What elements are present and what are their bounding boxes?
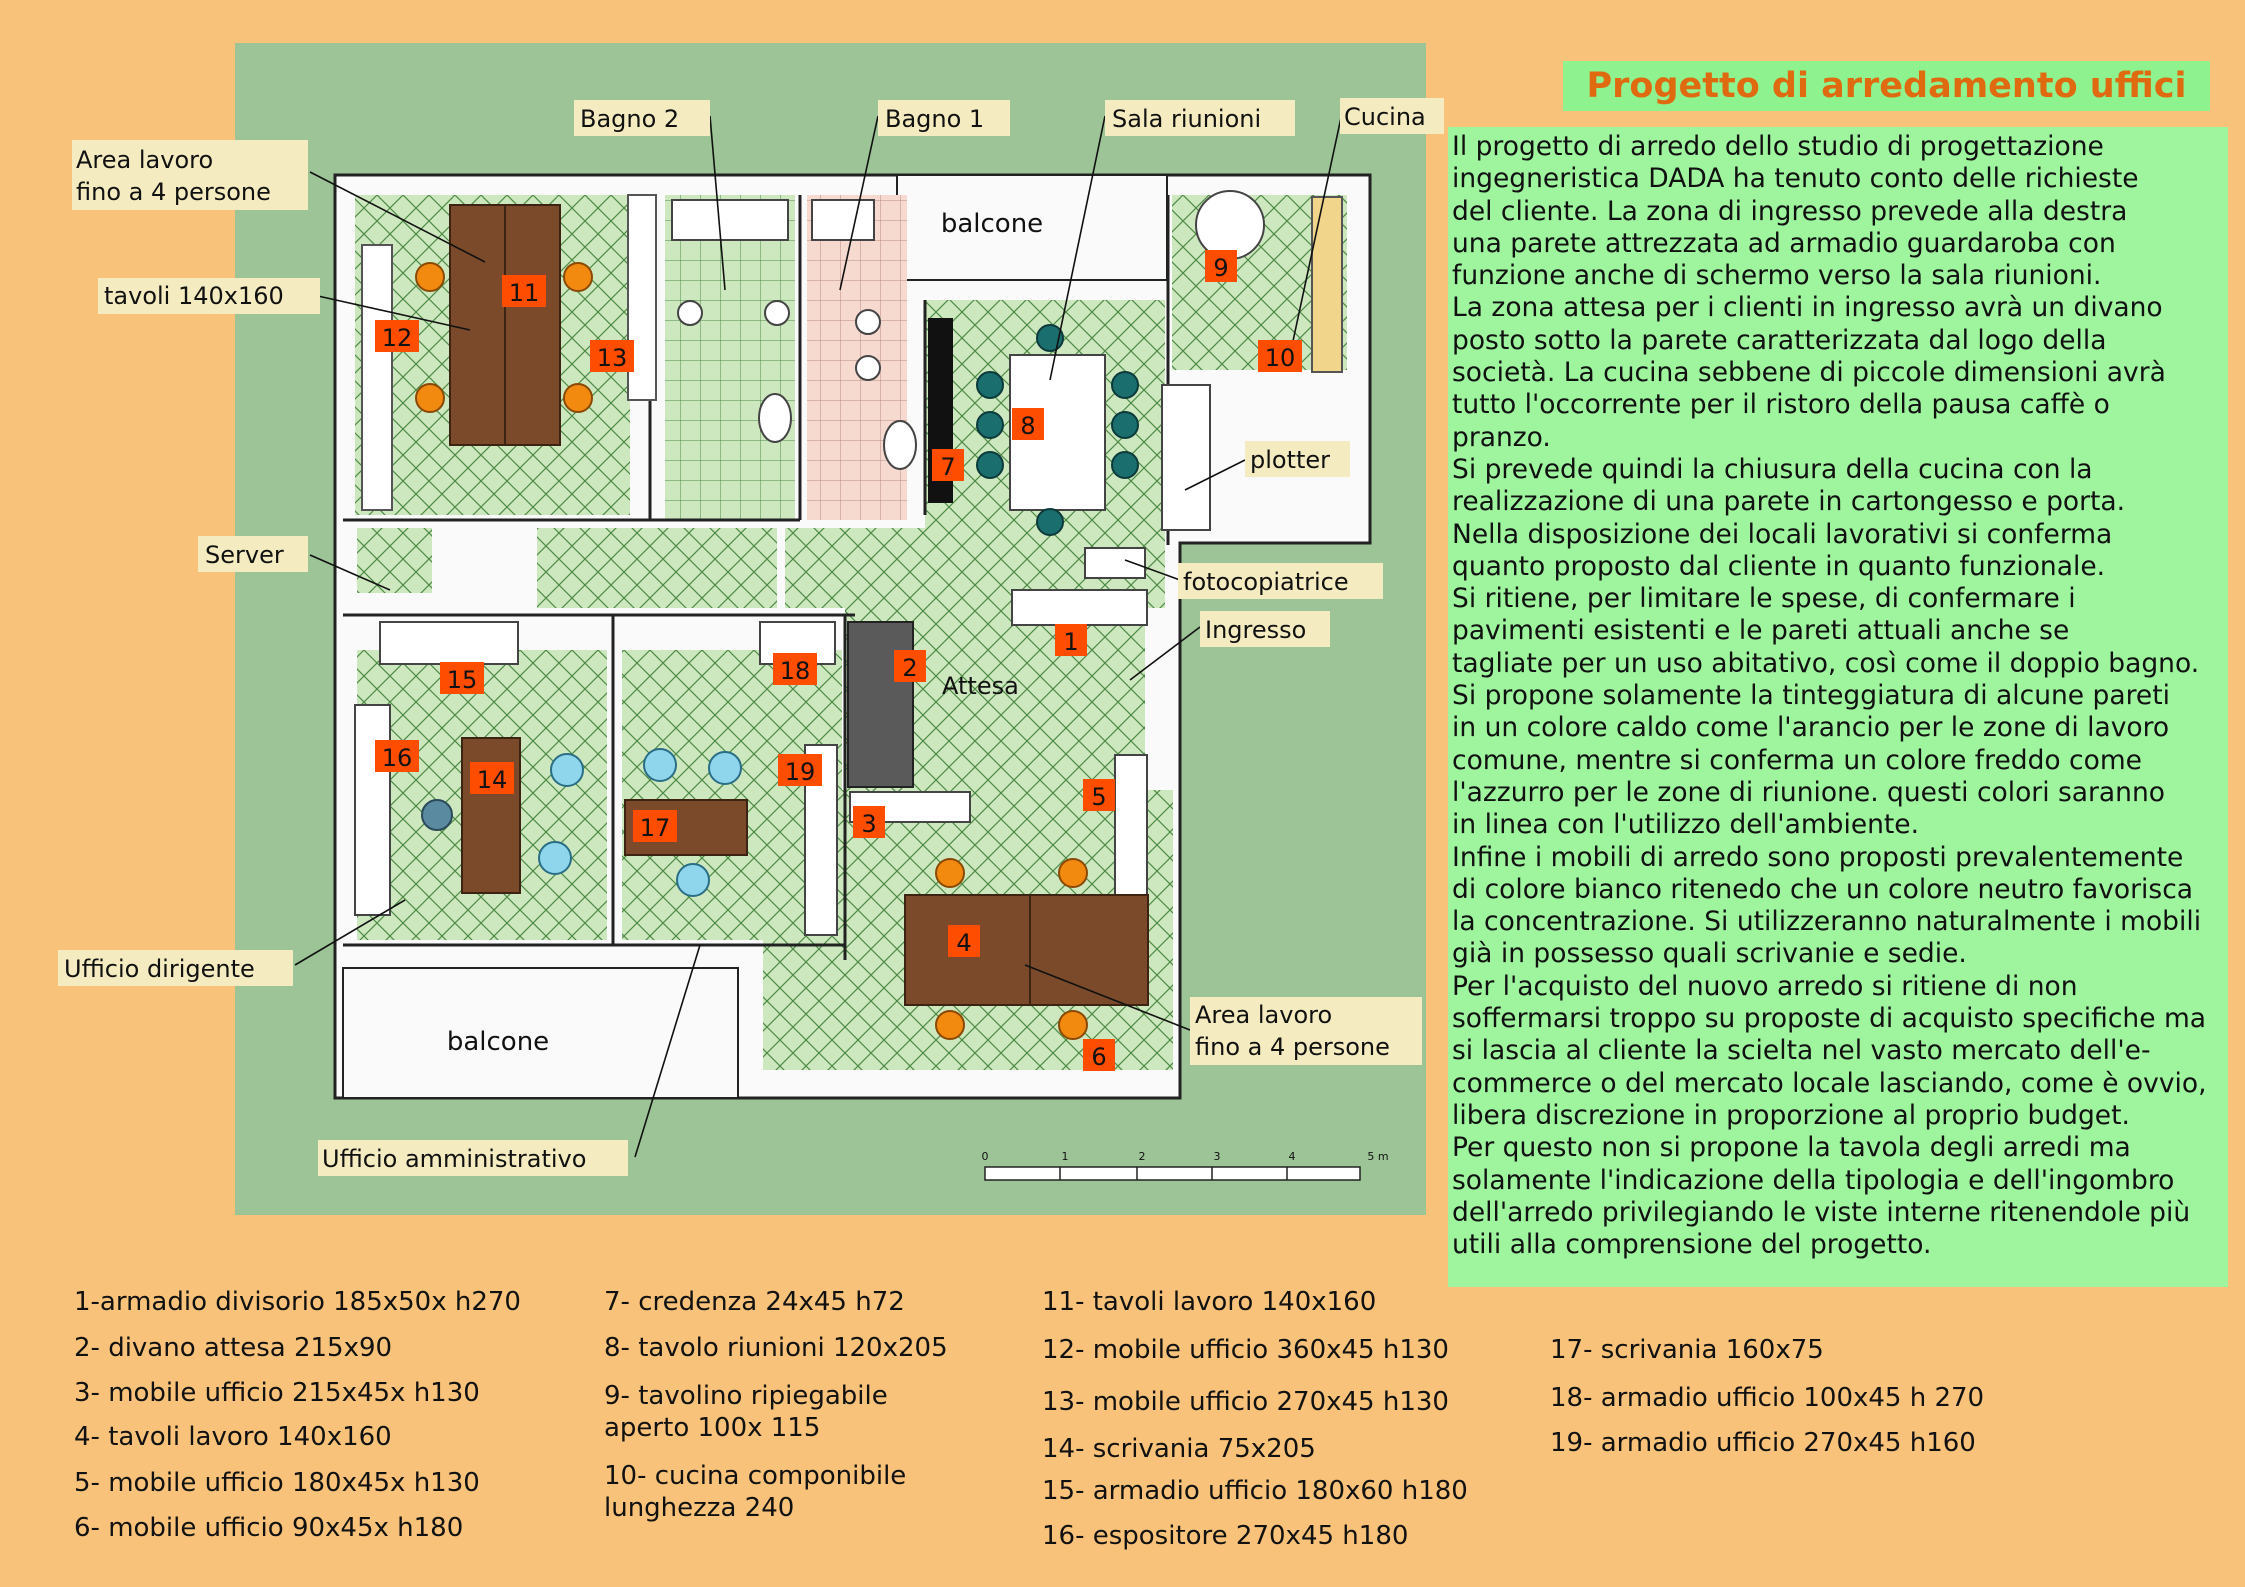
legend-item-12: 12- mobile ufficio 360x45 h130	[1042, 1335, 1449, 1365]
legend-item-4: 4- tavoli lavoro 140x160	[74, 1422, 392, 1452]
desk-4-b	[1030, 895, 1148, 1005]
shower-tray	[812, 200, 874, 240]
scrivania-14	[462, 738, 520, 893]
chair-dirigente-dark	[422, 800, 452, 830]
legend-item-17: 17- scrivania 160x75	[1550, 1335, 1824, 1365]
marker-4: 4	[956, 929, 972, 957]
desk-11-b	[505, 205, 560, 445]
copier	[1085, 548, 1145, 578]
project-description: Il progetto di arredo dello studio di progettazione ingegneristica DADA ha tenuto conto delle richieste del cliente. La zona di ingresso prevede alla destra una parete attrezzata ad armadio guardaroba con funzione anche di schermo verso la sala riunioni. La zona attesa per i clienti in ingresso avrà un divano posto sotto la parete caratterizzata dal logo della società. La cucina sebbene di piccole dimensioni avrà tutto l'occorrente per il ristoro della pausa caffè o pranzo. Si prevede quindi la chiusura della cucina con la realizzazione di una parete in cartongesso e porta. Nella disposizione dei locali lavorativi si conferma quanto proposto dal cliente in quanto funzionale. Si ritiene, per limitare le spese, di confermare i pavimenti esistenti e le pareti attuali anche se tagliate per un uso abitativo, così come il doppio bagno. Si propone solamente la tinteggiatura di alcune pareti in un colore caldo come l'arancio per le zone di lavoro comune, mentre si conferma un colore freddo come l'azzurro per le zone di riunione. questi colori saranno in linea con l'utilizzo dell'ambiente. Infine i mobili di arredo sono proposti prevalentemente di colore bianco ritenedo che un colore neutro favorisca la concentrazione. Si utilizzeranno naturalmente i mobili già in possesso quali scrivanie e sedie. Per l'acquisto del nuovo arredo si ritiene di non soffermarsi troppo su proposte di acquisto specifiche ma si lascia al cliente la scielta nel vasto mercato dell'e- commerce o del mercato locale lasciando, come è ovvio, libera discrezione in proporzione al proprio budget. Per questo non si propone la tavola degli arredi ma solamente l'indicazione della tipologia e dell'ingombro dell'arredo privilegiando le viste interne ritenendole più utili alla comprensione del progetto.	[1448, 127, 2228, 1287]
label-area-lavoro-bottom-line2: fino a 4 persone	[1195, 1033, 1390, 1061]
legend-item-13: 13- mobile ufficio 270x45 h130	[1042, 1387, 1449, 1417]
armadio-15	[380, 622, 518, 664]
label-bagno2: Bagno 2	[580, 105, 680, 133]
marker-18: 18	[779, 657, 811, 685]
marker-9: 9	[1213, 254, 1229, 282]
legend-item-11: 11- tavoli lavoro 140x160	[1042, 1287, 1377, 1317]
divano-2	[848, 622, 913, 787]
desk-11-a	[450, 205, 505, 445]
page-title: Progetto di arredamento uffici	[1563, 61, 2210, 111]
label-area-lavoro-bottom-line1: Area lavoro	[1195, 1001, 1333, 1029]
mobile-5	[1115, 755, 1147, 895]
marker-8: 8	[1020, 412, 1036, 440]
floor-bagno1	[807, 195, 907, 520]
marker-12: 12	[381, 324, 413, 352]
legend-item-14: 14- scrivania 75x205	[1042, 1434, 1316, 1464]
legend-item-8: 8- tavolo riunioni 120x205	[604, 1333, 948, 1363]
toilet-bagno2	[678, 301, 702, 325]
plotter-unit	[1162, 385, 1210, 530]
marker-5: 5	[1091, 783, 1107, 811]
label-fotocopiatrice: fotocopiatrice	[1183, 568, 1349, 596]
label-server: Server	[205, 541, 284, 569]
attesa-label: Attesa	[942, 672, 1019, 700]
floor-corridor-2	[537, 528, 777, 608]
label-tavoli: tavoli 140x160	[104, 282, 284, 310]
balcone-top-label: balcone	[940, 209, 1044, 239]
legend-item-2: 2- divano attesa 215x90	[74, 1333, 393, 1363]
marker-1: 1	[1063, 628, 1079, 656]
marker-2: 2	[902, 654, 918, 682]
label-cucina: Cucina	[1344, 103, 1426, 131]
scale-tick-2: 2	[1138, 1150, 1146, 1163]
scale-tick-4: 4	[1288, 1150, 1296, 1163]
label-area-lavoro-top-line2: fino a 4 persone	[76, 178, 271, 206]
espositore-16	[355, 705, 390, 915]
armadio-1	[1012, 590, 1147, 625]
label-plotter: plotter	[1250, 446, 1331, 474]
marker-17: 17	[639, 814, 671, 842]
label-bagno1: Bagno 1	[885, 105, 985, 133]
marker-7: 7	[940, 453, 956, 481]
legend-item-18: 18- armadio ufficio 100x45 h 270	[1550, 1383, 1985, 1413]
legend-item-3: 3- mobile ufficio 215x45x h130	[74, 1378, 480, 1408]
marker-10: 10	[1264, 344, 1296, 372]
scale-tick-0: 0	[981, 1150, 989, 1163]
marker-15: 15	[446, 666, 478, 694]
label-sala-riunioni: Sala riunioni	[1112, 105, 1262, 133]
label-area-lavoro-top-line1: Area lavoro	[76, 146, 214, 174]
legend-item-15: 15- armadio ufficio 180x60 h180	[1042, 1476, 1468, 1506]
toilet-bagno1	[856, 310, 880, 334]
marker-13: 13	[596, 344, 628, 372]
label-ufficio-dirigente: Ufficio dirigente	[64, 955, 255, 983]
marker-14: 14	[476, 766, 508, 794]
floor-bagno2	[665, 195, 795, 520]
legend-item-7: 7- credenza 24x45 h72	[604, 1287, 905, 1317]
bathtub	[672, 200, 788, 240]
legend-item-6: 6- mobile ufficio 90x45x h180	[74, 1513, 464, 1543]
mobile-12	[362, 245, 392, 510]
marker-11: 11	[508, 279, 540, 307]
balcone-bottom-label: balcone	[446, 1027, 550, 1057]
legend-item-9: 9- tavolino ripiegabile aperto 100x 115	[604, 1381, 888, 1443]
scale-tick-1: 1	[1061, 1150, 1069, 1163]
scale-tick-3: 3	[1213, 1150, 1221, 1163]
bidet-bagno2	[765, 301, 789, 325]
legend-item-16: 16- espositore 270x45 h180	[1042, 1521, 1409, 1551]
legend-item-1: 1-armadio divisorio 185x50x h270	[74, 1287, 521, 1317]
floor-corridor-1	[357, 528, 432, 593]
marker-16: 16	[381, 744, 413, 772]
marker-6: 6	[1091, 1043, 1107, 1071]
label-ufficio-amministrativo: Ufficio amministrativo	[322, 1145, 587, 1173]
marker-19: 19	[784, 758, 816, 786]
sink-bagno2	[759, 394, 791, 442]
legend-item-19: 19- armadio ufficio 270x45 h160	[1550, 1428, 1976, 1458]
marker-3: 3	[861, 810, 877, 838]
bidet-bagno1	[856, 356, 880, 380]
label-ingresso: Ingresso	[1205, 616, 1307, 644]
legend-item-10: 10- cucina componibile lunghezza 240	[604, 1461, 907, 1523]
cucina-counter-10	[1312, 197, 1342, 372]
folding-table-9	[1196, 191, 1264, 259]
scale-tick-5: 5 m	[1367, 1150, 1389, 1163]
legend-item-5: 5- mobile ufficio 180x45x h130	[74, 1468, 480, 1498]
sink-bagno1	[884, 421, 916, 469]
